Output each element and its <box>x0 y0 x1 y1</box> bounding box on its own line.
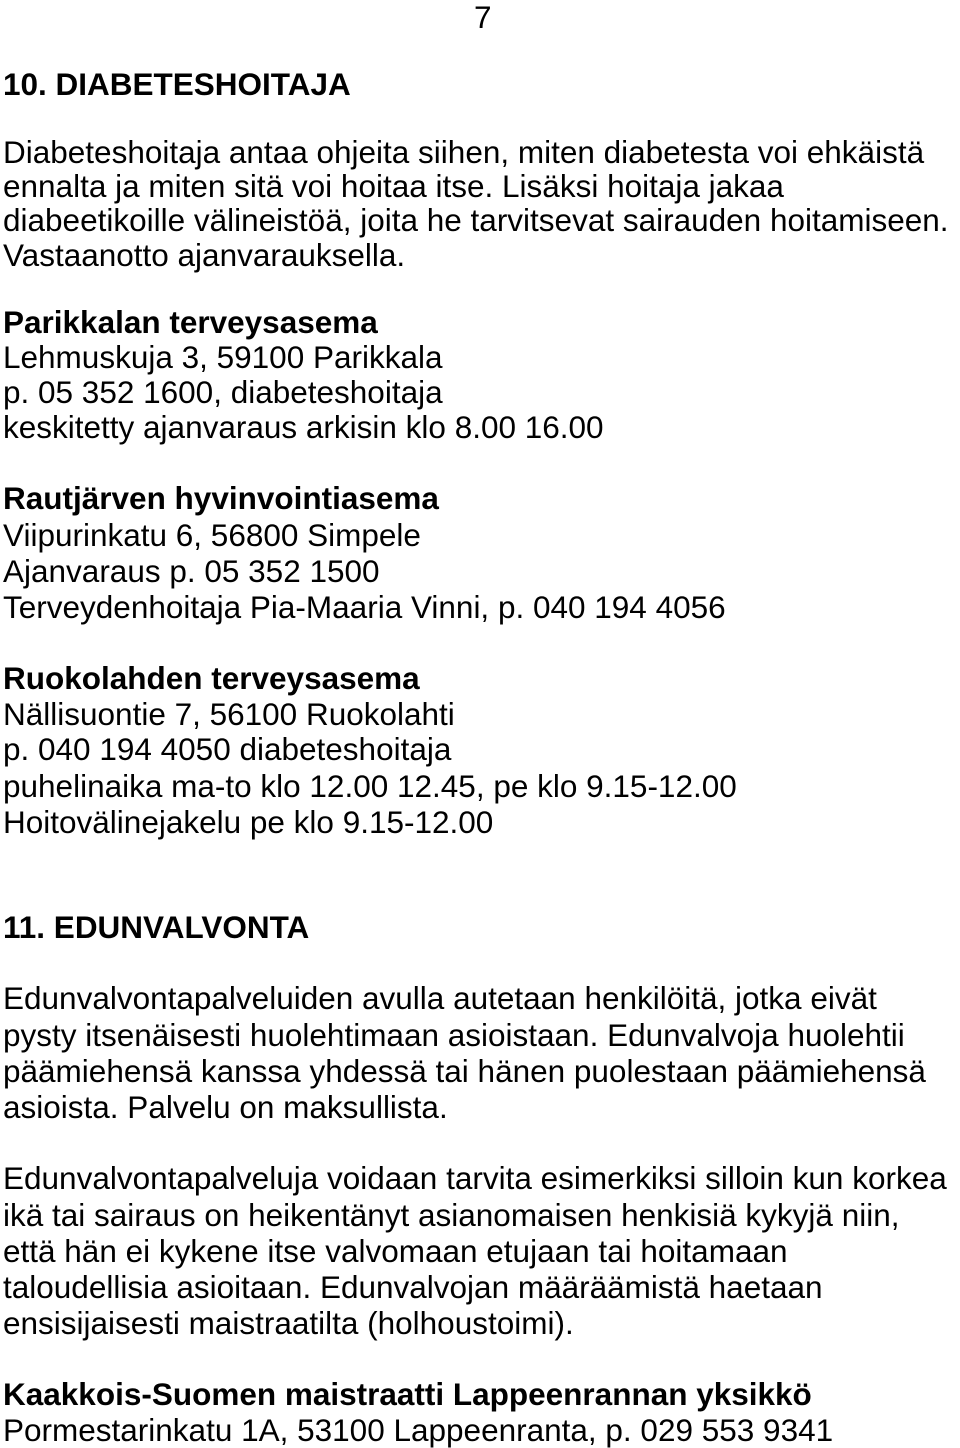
intro-paragraph <box>0 135 960 272</box>
page-number: 7 <box>474 0 492 35</box>
location-address: Viipurinkatu 6, 56800 Simpele <box>3 517 421 553</box>
paragraph-line: ennalta ja miten sitä voi hoitaa itse. Lisäksi hoitaja jakaa <box>3 168 784 204</box>
paragraph-line: Edunvalvontapalveluja voidaan tarvita esimerkiksi silloin kun korkea <box>3 1160 947 1196</box>
location-name: Rautjärven hyvinvointiasema <box>3 480 439 516</box>
paragraph-line: asioista. Palvelu on maksullista. <box>3 1089 448 1125</box>
paragraph-line: taloudellisia asioitaan. Edunvalvojan määräämistä haetaan <box>3 1269 823 1305</box>
office-name: Kaakkois-Suomen maistraatti Lappeenrannan yksikkö <box>3 1376 812 1412</box>
paragraph-line: päämiehensä kanssa yhdessä tai hänen puolestaan päämiehensä <box>3 1053 926 1089</box>
paragraph-line: Edunvalvontapalveluiden avulla autetaan henkilöitä, jotka eivät <box>3 980 877 1016</box>
location-hours: keskitetty ajanvaraus arkisin klo 8.00 16.00 <box>3 409 604 445</box>
location-parikkala <box>0 305 960 444</box>
paragraph-line: diabeetikoille välineistöä, joita he tarvitsevat sairauden hoitamiseen. <box>3 202 949 238</box>
paragraph-line: ensisijaisesti maistraatilta (holhoustoimi). <box>3 1305 574 1341</box>
section-heading: 11. EDUNVALVONTA <box>3 909 310 945</box>
location-name: Parikkalan terveysasema <box>3 304 378 340</box>
location-supplies-hours: Hoitovälinejakelu pe klo 9.15-12.00 <box>3 804 494 840</box>
paragraph-line: että hän ei kykene itse valvomaan etujaan tai hoitamaan <box>3 1233 788 1269</box>
location-address: Lehmuskuja 3, 59100 Parikkala <box>3 339 443 375</box>
location-phone: Ajanvaraus p. 05 352 1500 <box>3 553 380 589</box>
location-phone: p. 040 194 4050 diabeteshoitaja <box>3 731 452 767</box>
paragraph <box>0 981 960 1124</box>
guardianship-section <box>0 910 960 1447</box>
location-ruokolahti <box>0 661 960 839</box>
location-rautjarvi <box>0 481 960 624</box>
paragraph-line: pysty itsenäisesti huolehtimaan asioistaan. Edunvalvoja huolehtii <box>3 1017 905 1053</box>
diabetes-nurse-section <box>0 67 960 839</box>
section-heading: 10. DIABETESHOITAJA <box>3 66 351 102</box>
office-lappeenranta <box>0 1377 960 1447</box>
location-phone: p. 05 352 1600, diabeteshoitaja <box>3 374 443 410</box>
office-address-phone: Pormestarinkatu 1A, 53100 Lappeenranta, p. 029 553 9341 <box>3 1412 834 1448</box>
paragraph-line: Diabeteshoitaja antaa ohjeita siihen, miten diabetesta voi ehkäistä <box>3 134 925 170</box>
location-name: Ruokolahden terveysasema <box>3 660 420 696</box>
paragraph <box>0 1161 960 1340</box>
location-address: Nällisuontie 7, 56100 Ruokolahti <box>3 696 455 732</box>
location-contact: Terveydenhoitaja Pia-Maaria Vinni, p. 040 194 4056 <box>3 589 726 625</box>
location-hours: puhelinaika ma-to klo 12.00 12.45, pe klo 9.15-12.00 <box>3 768 737 804</box>
paragraph-line: Vastaanotto ajanvarauksella. <box>3 237 406 273</box>
paragraph-line: ikä tai sairaus on heikentänyt asianomaisen henkisiä kykyjä niin, <box>3 1197 900 1233</box>
